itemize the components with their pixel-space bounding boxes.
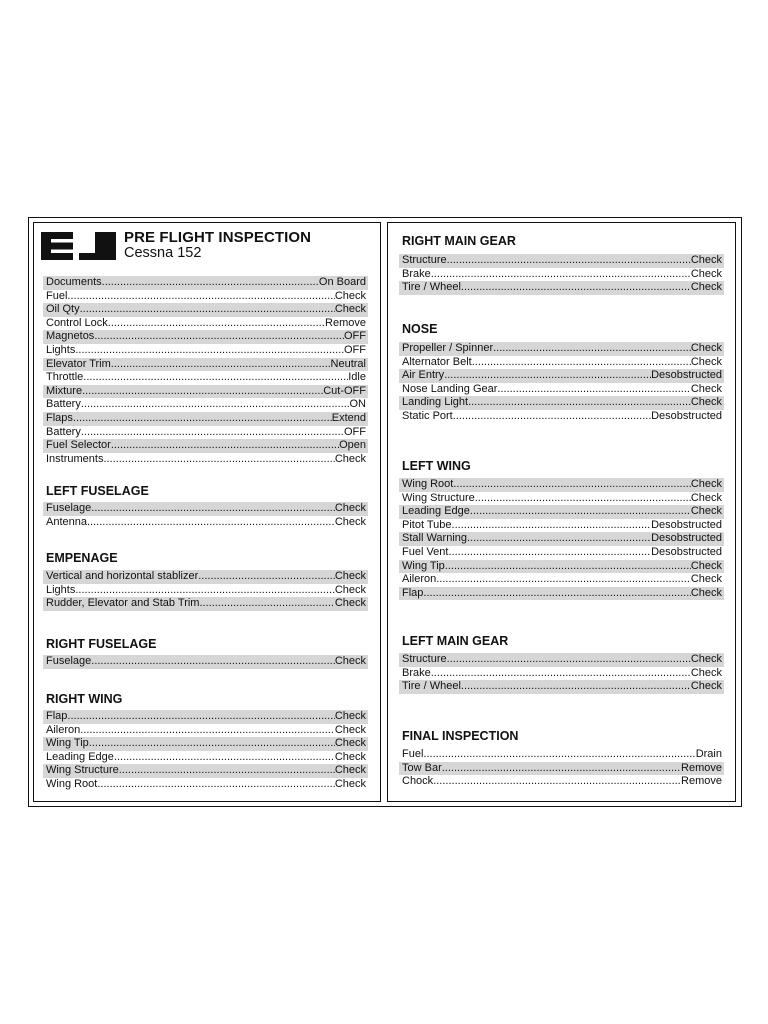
item-action: Check bbox=[334, 778, 366, 790]
dot-leader bbox=[102, 276, 319, 290]
dot-leader bbox=[199, 597, 334, 611]
checklist-item bbox=[43, 570, 368, 584]
item-action: Check bbox=[690, 254, 722, 266]
checklist-item bbox=[43, 290, 368, 304]
item-label: Nose Landing Gear bbox=[402, 382, 498, 395]
dot-leader bbox=[468, 396, 691, 410]
right-main-gear-heading: RIGHT MAIN GEAR bbox=[402, 234, 516, 248]
checklist-item bbox=[43, 502, 368, 516]
checklist-item bbox=[399, 519, 724, 533]
checklist-item bbox=[399, 268, 724, 282]
item-label: Battery bbox=[46, 425, 81, 438]
item-label: Mixture bbox=[46, 384, 83, 397]
item-label: Leading Edge bbox=[402, 505, 470, 518]
item-action: Check bbox=[334, 710, 366, 722]
dot-leader bbox=[475, 492, 691, 506]
dot-leader bbox=[453, 410, 651, 424]
dot-leader bbox=[75, 584, 334, 598]
dot-leader bbox=[108, 317, 325, 331]
item-label: Magnetos bbox=[46, 330, 95, 343]
dot-leader bbox=[436, 573, 691, 587]
dot-leader bbox=[82, 385, 323, 399]
checklist-item bbox=[399, 560, 724, 574]
checklist-item bbox=[399, 532, 724, 546]
ej-logo bbox=[41, 232, 116, 260]
item-action: Check bbox=[690, 573, 722, 586]
dot-leader bbox=[453, 478, 690, 492]
item-label: Structure bbox=[402, 254, 447, 266]
checklist-item bbox=[399, 369, 724, 383]
item-action: Check bbox=[690, 355, 722, 368]
checklist-item bbox=[43, 751, 368, 765]
checklist-item bbox=[399, 410, 724, 424]
left-main-gear-heading: LEFT MAIN GEAR bbox=[402, 634, 509, 648]
item-label: Propeller / Spinner bbox=[402, 342, 494, 354]
item-label: Wing Structure bbox=[46, 764, 119, 777]
item-action: Check bbox=[690, 505, 722, 518]
item-label: Fuselage bbox=[46, 502, 92, 514]
checklist-item bbox=[399, 775, 724, 789]
item-action: OFF bbox=[344, 330, 366, 343]
item-action: OFF bbox=[344, 344, 366, 356]
item-action: Remove bbox=[325, 316, 366, 329]
dot-leader bbox=[80, 303, 335, 317]
item-action: ON bbox=[349, 398, 366, 411]
item-action: Desobstructed bbox=[651, 518, 722, 531]
dot-leader bbox=[103, 453, 334, 467]
checklist-item bbox=[43, 584, 368, 598]
checklist-item bbox=[43, 344, 368, 358]
dot-leader bbox=[87, 516, 335, 530]
checklist-item bbox=[43, 453, 368, 467]
dot-leader bbox=[470, 505, 691, 519]
item-label: Flap bbox=[46, 710, 68, 722]
checklist-item bbox=[399, 587, 724, 601]
dot-leader bbox=[445, 560, 691, 574]
dot-leader bbox=[493, 342, 691, 356]
aircraft-model: Cessna 152 bbox=[124, 245, 202, 261]
checklist-item bbox=[399, 505, 724, 519]
item-label: Wing Tip bbox=[46, 737, 89, 750]
item-label: Leading Edge bbox=[46, 750, 114, 763]
item-action: Check bbox=[690, 586, 722, 599]
item-label: Wing Root bbox=[402, 478, 454, 490]
dot-leader bbox=[81, 398, 350, 412]
item-action: Check bbox=[690, 382, 722, 395]
item-action: Check bbox=[690, 491, 722, 504]
checklist-item bbox=[399, 396, 724, 410]
item-action: Check bbox=[334, 289, 366, 302]
item-action: Check bbox=[334, 515, 366, 528]
checklist-item bbox=[43, 398, 368, 412]
item-action: Remove bbox=[681, 775, 722, 788]
item-action: Extend bbox=[331, 412, 366, 424]
item-action: Check bbox=[690, 666, 722, 679]
checklist-item bbox=[43, 439, 368, 453]
checklist-item bbox=[399, 492, 724, 506]
item-label: Air Entry bbox=[402, 369, 445, 382]
right-fuselage-heading: RIGHT FUSELAGE bbox=[46, 637, 157, 651]
dot-leader bbox=[461, 680, 691, 694]
item-label: Landing Light bbox=[402, 396, 469, 409]
dot-leader bbox=[81, 426, 344, 440]
dot-leader bbox=[423, 748, 695, 762]
checklist-item bbox=[43, 516, 368, 530]
checklist-item bbox=[43, 426, 368, 440]
checklist-item bbox=[43, 303, 368, 317]
checklist-item bbox=[399, 342, 724, 356]
checklist-item bbox=[399, 356, 724, 370]
item-action: Remove bbox=[681, 761, 722, 774]
item-label: Aileron bbox=[402, 573, 437, 586]
item-label: Brake bbox=[402, 267, 431, 280]
item-label: Tire / Wheel bbox=[402, 680, 461, 693]
item-action: Check bbox=[690, 267, 722, 280]
dot-leader bbox=[89, 737, 335, 751]
checklist-item bbox=[43, 330, 368, 344]
item-label: Fuselage bbox=[46, 655, 92, 667]
item-action: Check bbox=[690, 281, 722, 294]
item-label: Wing Structure bbox=[402, 491, 475, 504]
dot-leader bbox=[111, 439, 339, 453]
dot-leader bbox=[431, 667, 691, 681]
item-label: Lights bbox=[46, 344, 76, 356]
dot-leader bbox=[461, 281, 691, 295]
item-label: Brake bbox=[402, 666, 431, 679]
checklist-item bbox=[43, 655, 368, 669]
dot-leader bbox=[447, 653, 691, 667]
right-wing-heading: RIGHT WING bbox=[46, 692, 123, 706]
item-label: Tire / Wheel bbox=[402, 281, 461, 294]
checklist-item bbox=[43, 710, 368, 724]
checklist-item bbox=[43, 317, 368, 331]
dot-leader bbox=[467, 532, 651, 546]
item-action: Desobstructed bbox=[651, 369, 722, 382]
item-label: Lights bbox=[46, 583, 76, 596]
item-action: Check bbox=[334, 452, 366, 465]
checklist-item bbox=[399, 254, 724, 268]
item-label: Fuel bbox=[402, 748, 424, 760]
item-label: Stall Warning bbox=[402, 532, 468, 545]
dot-leader bbox=[94, 330, 344, 344]
dot-leader bbox=[442, 762, 681, 776]
item-label: Tow Bar bbox=[402, 761, 442, 774]
item-action: Check bbox=[334, 764, 366, 777]
item-label: Vertical and horizontal stablizer bbox=[46, 570, 199, 582]
item-action: Check bbox=[690, 342, 722, 354]
checklist-item bbox=[399, 383, 724, 397]
item-action: Check bbox=[334, 750, 366, 763]
item-label: Fuel Vent bbox=[402, 546, 449, 558]
item-action: OFF bbox=[344, 425, 366, 438]
dot-leader bbox=[111, 358, 331, 372]
item-label: Instruments bbox=[46, 452, 104, 465]
dot-leader bbox=[431, 268, 691, 282]
item-label: Control Lock bbox=[46, 316, 108, 329]
empenage-heading: EMPENAGE bbox=[46, 551, 118, 565]
checklist-item bbox=[43, 358, 368, 372]
checklist-item bbox=[43, 276, 368, 290]
item-label: Flap bbox=[402, 586, 424, 599]
item-action: Idle bbox=[348, 371, 366, 384]
dot-leader bbox=[75, 344, 344, 358]
item-label: Rudder, Elevator and Stab Trim bbox=[46, 597, 200, 610]
item-label: Flaps bbox=[46, 412, 73, 424]
item-label: Structure bbox=[402, 653, 447, 665]
item-label: Pitot Tube bbox=[402, 518, 452, 531]
item-label: Battery bbox=[46, 398, 81, 411]
left-fuselage-heading: LEFT FUSELAGE bbox=[46, 484, 149, 498]
dot-leader bbox=[119, 764, 335, 778]
dot-leader bbox=[114, 751, 335, 765]
item-label: Fuel Selector bbox=[46, 439, 111, 452]
item-action: Check bbox=[334, 303, 366, 316]
checklist-item bbox=[399, 546, 724, 560]
page-title: PRE FLIGHT INSPECTION bbox=[124, 229, 312, 246]
dot-leader bbox=[452, 519, 652, 533]
dot-leader bbox=[73, 412, 332, 426]
item-label: Wing Root bbox=[46, 778, 98, 790]
checklist-item bbox=[399, 667, 724, 681]
checklist-item bbox=[399, 281, 724, 295]
checklist-item bbox=[43, 371, 368, 385]
item-action: Check bbox=[690, 559, 722, 572]
checklist-item bbox=[399, 680, 724, 694]
item-action: Check bbox=[334, 597, 366, 610]
item-action: Check bbox=[334, 583, 366, 596]
dot-leader bbox=[91, 502, 335, 516]
item-action: Check bbox=[690, 478, 722, 490]
checklist-item bbox=[399, 573, 724, 587]
checklist-item bbox=[43, 385, 368, 399]
item-label: Fuel bbox=[46, 289, 68, 302]
checklist-item bbox=[399, 653, 724, 667]
checklist-item bbox=[43, 737, 368, 751]
item-action: On Board bbox=[318, 276, 366, 288]
dot-leader bbox=[91, 655, 335, 669]
checklist-item bbox=[399, 762, 724, 776]
dot-leader bbox=[447, 254, 691, 268]
dot-leader bbox=[444, 369, 651, 383]
checklist-item bbox=[43, 412, 368, 426]
dot-leader bbox=[497, 383, 690, 397]
item-label: Alternator Belt bbox=[402, 355, 472, 368]
item-action: Cut-OFF bbox=[323, 384, 366, 397]
item-action: Check bbox=[690, 680, 722, 693]
checklist-item bbox=[43, 764, 368, 778]
item-label: Throttle bbox=[46, 371, 84, 384]
checklist-item bbox=[43, 597, 368, 611]
item-action: Check bbox=[334, 570, 366, 582]
item-action: Check bbox=[334, 723, 366, 736]
nose-heading: NOSE bbox=[402, 322, 438, 336]
item-action: Desobstructed bbox=[651, 532, 722, 545]
dot-leader bbox=[472, 356, 691, 370]
dot-leader bbox=[80, 724, 335, 738]
item-label: Static Port bbox=[402, 410, 453, 422]
dot-leader bbox=[67, 710, 334, 724]
checklist-item bbox=[43, 778, 368, 792]
item-action: Check bbox=[334, 502, 366, 514]
item-action: Check bbox=[690, 653, 722, 665]
item-action: Check bbox=[690, 396, 722, 409]
dot-leader bbox=[97, 778, 334, 792]
item-action: Drain bbox=[695, 748, 722, 760]
item-action: Check bbox=[334, 737, 366, 750]
final-inspection-heading: FINAL INSPECTION bbox=[402, 729, 519, 743]
item-label: Antenna bbox=[46, 515, 87, 528]
item-label: Aileron bbox=[46, 723, 81, 736]
left-wing-heading: LEFT WING bbox=[402, 459, 471, 473]
item-action: Open bbox=[339, 439, 366, 452]
dot-leader bbox=[83, 371, 348, 385]
dot-leader bbox=[423, 587, 690, 601]
item-label: Documents bbox=[46, 276, 102, 288]
checklist-item bbox=[43, 724, 368, 738]
dot-leader bbox=[448, 546, 651, 560]
dot-leader bbox=[198, 570, 335, 584]
checklist-item bbox=[399, 478, 724, 492]
item-action: Desobstructed bbox=[651, 546, 722, 558]
dot-leader bbox=[433, 775, 681, 789]
item-label: Oil Qty bbox=[46, 303, 80, 316]
item-label: Wing Tip bbox=[402, 559, 445, 572]
dot-leader bbox=[67, 290, 334, 304]
checklist-item bbox=[399, 748, 724, 762]
item-action: Neutral bbox=[330, 357, 366, 370]
item-label: Chock bbox=[402, 775, 434, 788]
item-label: Elevator Trim bbox=[46, 357, 111, 370]
item-action: Check bbox=[334, 655, 366, 667]
item-action: Desobstructed bbox=[651, 410, 722, 422]
